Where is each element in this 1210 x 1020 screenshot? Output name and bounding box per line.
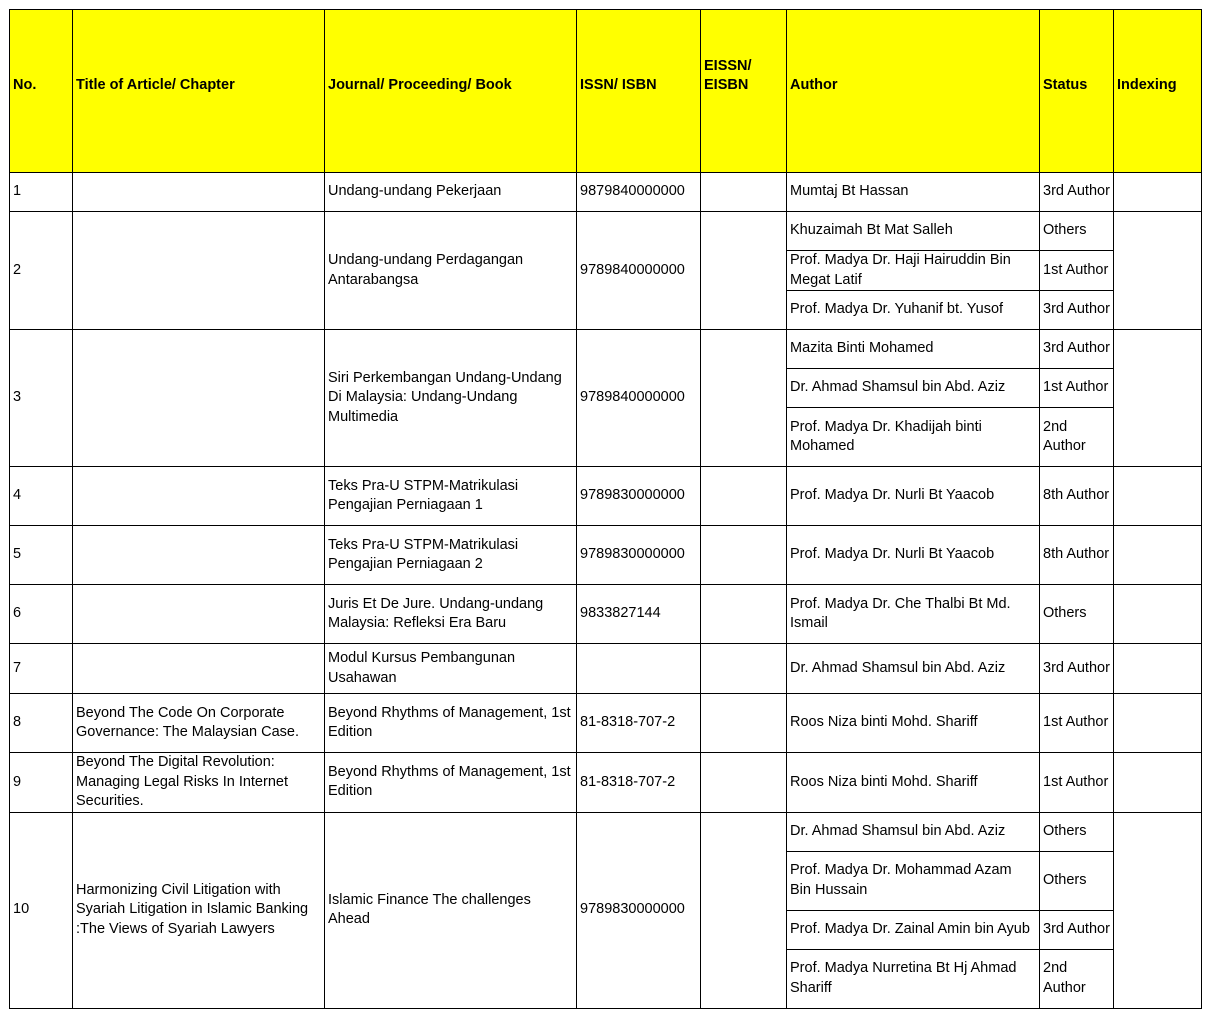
cell-status[interactable]: 1st Author [1040, 369, 1114, 408]
cell-journal[interactable]: Modul Kursus Pembangunan Usahawan [325, 644, 577, 694]
cell-no[interactable]: 10 [10, 812, 73, 1008]
cell-no[interactable]: 6 [10, 585, 73, 644]
cell-indexing[interactable] [1114, 812, 1202, 1008]
table-row [10, 753, 1202, 813]
table-row [10, 585, 1202, 644]
cell-author[interactable]: Dr. Ahmad Shamsul bin Abd. Aziz [787, 644, 1040, 694]
table-row [10, 173, 1202, 212]
cell-indexing[interactable] [1114, 526, 1202, 585]
cell-no[interactable]: 4 [10, 467, 73, 526]
cell-author[interactable]: Mazita Binti Mohamed [787, 330, 1040, 369]
cell-status[interactable]: 2nd Author [1040, 408, 1114, 467]
cell-no[interactable]: 3 [10, 330, 73, 467]
cell-status[interactable]: Others [1040, 812, 1114, 851]
header-eissn[interactable]: EISSN/ EISBN [701, 10, 787, 173]
cell-indexing[interactable] [1114, 694, 1202, 753]
cell-title[interactable] [73, 585, 325, 644]
cell-status[interactable]: 8th Author [1040, 526, 1114, 585]
cell-no[interactable]: 2 [10, 212, 73, 330]
cell-author[interactable]: Prof. Madya Dr. Yuhanif bt. Yusof [787, 291, 1040, 330]
header-issn[interactable]: ISSN/ ISBN [577, 10, 701, 173]
table-row [10, 467, 1202, 526]
cell-author[interactable]: Dr. Ahmad Shamsul bin Abd. Aziz [787, 369, 1040, 408]
cell-status[interactable]: Others [1040, 212, 1114, 251]
cell-author[interactable]: Mumtaj Bt Hassan [787, 173, 1040, 212]
cell-indexing[interactable] [1114, 644, 1202, 694]
header-title[interactable]: Title of Article/ Chapter [73, 10, 325, 173]
table-row [10, 694, 1202, 753]
cell-issn[interactable]: 9789830000000 [577, 526, 701, 585]
table-row [10, 812, 1202, 851]
cell-journal[interactable]: Juris Et De Jure. Undang-undang Malaysia: Refleksi Era Baru [325, 585, 577, 644]
cell-title[interactable] [73, 330, 325, 467]
table-row [10, 526, 1202, 585]
cell-status[interactable]: Others [1040, 585, 1114, 644]
cell-title[interactable]: Harmonizing Civil Litigation with Syariah Litigation in Islamic Banking :The Views of Syariah Lawyers [73, 812, 325, 1008]
cell-issn[interactable]: 81-8318-707-2 [577, 753, 701, 813]
cell-journal[interactable]: Beyond Rhythms of Management, 1st Edition [325, 694, 577, 753]
cell-eissn[interactable] [701, 812, 787, 1008]
cell-issn[interactable]: 9789830000000 [577, 812, 701, 1008]
cell-journal[interactable]: Teks Pra-U STPM-Matrikulasi Pengajian Perniagaan 2 [325, 526, 577, 585]
cell-title[interactable] [73, 173, 325, 212]
cell-author[interactable]: Prof. Madya Dr. Nurli Bt Yaacob [787, 526, 1040, 585]
cell-no[interactable]: 8 [10, 694, 73, 753]
cell-status[interactable]: 1st Author [1040, 694, 1114, 753]
cell-title[interactable]: Beyond The Digital Revolution: Managing Legal Risks In Internet Securities. [73, 753, 325, 813]
cell-eissn[interactable] [701, 753, 787, 813]
cell-author[interactable]: Prof. Madya Dr. Che Thalbi Bt Md. Ismail [787, 585, 1040, 644]
cell-status[interactable]: 3rd Author [1040, 291, 1114, 330]
cell-journal[interactable]: Undang-undang Pekerjaan [325, 173, 577, 212]
cell-journal[interactable]: Beyond Rhythms of Management, 1st Edition [325, 753, 577, 813]
cell-journal[interactable]: Siri Perkembangan Undang-Undang Di Malaysia: Undang-Undang Multimedia [325, 330, 577, 467]
cell-status[interactable]: 3rd Author [1040, 910, 1114, 949]
cell-issn[interactable]: 9789840000000 [577, 212, 701, 330]
cell-author[interactable]: Prof. Madya Dr. Khadijah binti Mohamed [787, 408, 1040, 467]
cell-eissn[interactable] [701, 330, 787, 467]
cell-no[interactable]: 7 [10, 644, 73, 694]
table-body [10, 173, 1202, 1009]
cell-author[interactable]: Prof. Madya Dr. Haji Hairuddin Bin Megat Latif [787, 251, 1040, 291]
cell-eissn[interactable] [701, 212, 787, 330]
cell-issn[interactable]: 9789830000000 [577, 467, 701, 526]
cell-status[interactable]: 1st Author [1040, 251, 1114, 291]
table-row [10, 212, 1202, 251]
cell-eissn[interactable] [701, 644, 787, 694]
cell-journal[interactable]: Islamic Finance The challenges Ahead [325, 812, 577, 1008]
header-author[interactable]: Author [787, 10, 1040, 173]
cell-status[interactable]: 3rd Author [1040, 330, 1114, 369]
cell-author[interactable]: Dr. Ahmad Shamsul bin Abd. Aziz [787, 812, 1040, 851]
cell-journal[interactable]: Undang-undang Perdagangan Antarabangsa [325, 212, 577, 330]
cell-eissn[interactable] [701, 173, 787, 212]
cell-no[interactable]: 9 [10, 753, 73, 813]
header-row [10, 10, 1202, 173]
cell-no[interactable]: 5 [10, 526, 73, 585]
cell-status[interactable]: 3rd Author [1040, 173, 1114, 212]
cell-author[interactable]: Roos Niza binti Mohd. Shariff [787, 694, 1040, 753]
cell-issn[interactable]: 9789840000000 [577, 330, 701, 467]
cell-author[interactable]: Prof. Madya Dr. Zainal Amin bin Ayub [787, 910, 1040, 949]
cell-status[interactable]: 8th Author [1040, 467, 1114, 526]
cell-eissn[interactable] [701, 694, 787, 753]
cell-issn[interactable]: 9879840000000 [577, 173, 701, 212]
cell-journal[interactable]: Teks Pra-U STPM-Matrikulasi Pengajian Perniagaan 1 [325, 467, 577, 526]
cell-status[interactable]: 1st Author [1040, 753, 1114, 813]
cell-status[interactable]: 2nd Author [1040, 949, 1114, 1008]
header-status[interactable]: Status [1040, 10, 1114, 173]
cell-author[interactable]: Prof. Madya Dr. Mohammad Azam Bin Hussain [787, 851, 1040, 910]
cell-status[interactable]: 3rd Author [1040, 644, 1114, 694]
cell-title[interactable] [73, 467, 325, 526]
cell-issn[interactable]: 81-8318-707-2 [577, 694, 701, 753]
header-journal[interactable]: Journal/ Proceeding/ Book [325, 10, 577, 173]
header-no[interactable]: No. [10, 10, 73, 173]
cell-no[interactable]: 1 [10, 173, 73, 212]
header-indexing[interactable]: Indexing [1114, 10, 1202, 173]
cell-indexing[interactable] [1114, 173, 1202, 212]
cell-indexing[interactable] [1114, 212, 1202, 330]
cell-eissn[interactable] [701, 526, 787, 585]
cell-title[interactable]: Beyond The Code On Corporate Governance: The Malaysian Case. [73, 694, 325, 753]
cell-title[interactable] [73, 526, 325, 585]
cell-issn[interactable] [577, 644, 701, 694]
cell-indexing[interactable] [1114, 585, 1202, 644]
table-row [10, 644, 1202, 694]
cell-title[interactable] [73, 212, 325, 330]
cell-title[interactable] [73, 644, 325, 694]
publications-table [9, 9, 1202, 1009]
cell-author[interactable]: Prof. Madya Nurretina Bt Hj Ahmad Shariff [787, 949, 1040, 1008]
cell-author[interactable]: Khuzaimah Bt Mat Salleh [787, 212, 1040, 251]
cell-indexing[interactable] [1114, 467, 1202, 526]
cell-eissn[interactable] [701, 585, 787, 644]
cell-indexing[interactable] [1114, 330, 1202, 467]
cell-issn[interactable]: 9833827144 [577, 585, 701, 644]
cell-author[interactable]: Prof. Madya Dr. Nurli Bt Yaacob [787, 467, 1040, 526]
cell-author[interactable]: Roos Niza binti Mohd. Shariff [787, 753, 1040, 813]
cell-indexing[interactable] [1114, 753, 1202, 813]
cell-status[interactable]: Others [1040, 851, 1114, 910]
table-row [10, 330, 1202, 369]
cell-eissn[interactable] [701, 467, 787, 526]
